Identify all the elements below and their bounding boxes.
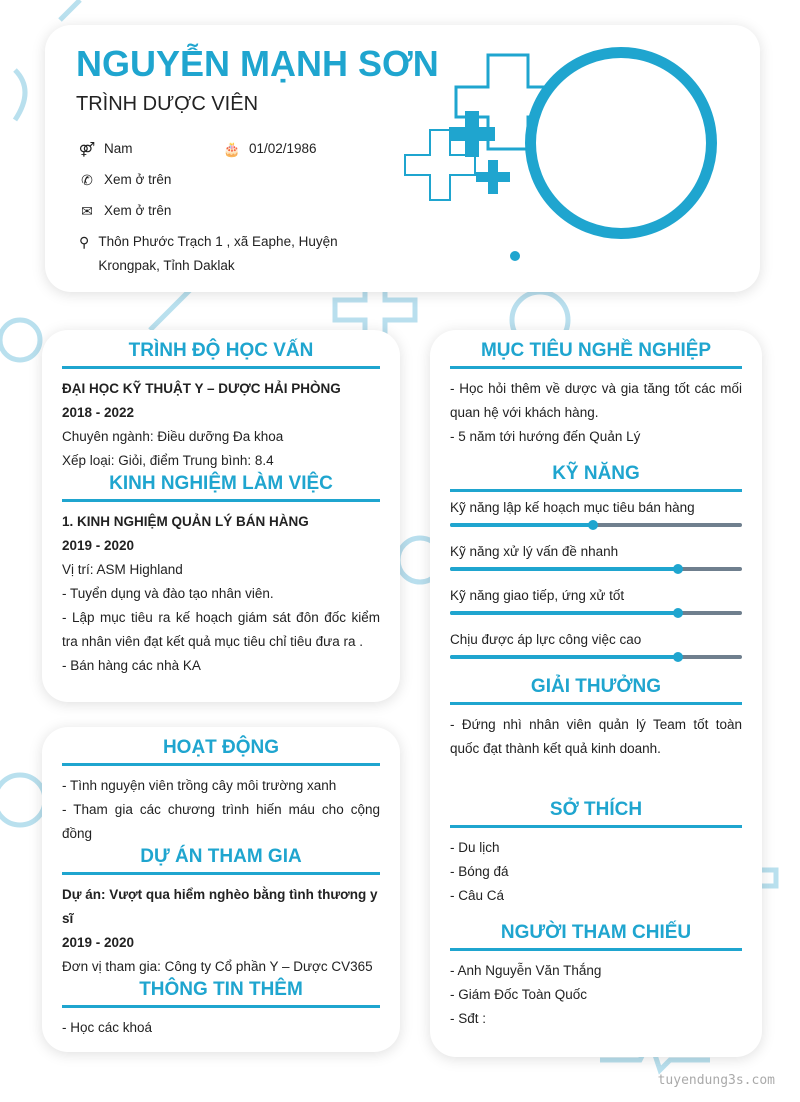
skills-list	[450, 500, 742, 659]
profile-photo[interactable]	[525, 47, 717, 239]
job-years: 2019 - 2020	[62, 538, 135, 553]
job-position: Vị trí: ASM Highland	[62, 562, 183, 577]
skill-level-bar	[450, 523, 742, 527]
skill-label: Kỹ năng giao tiếp, ứng xử tốt	[450, 588, 625, 603]
awards-title: GIẢI THƯỞNG	[450, 676, 742, 705]
reference-line: - Giám Đốc Toàn Quốc	[450, 987, 588, 1002]
birthday-row	[223, 137, 317, 161]
education-years: 2018 - 2022	[62, 405, 135, 420]
school-name: ĐẠI HỌC KỸ THUẬT Y – DƯỢC HẢI PHÒNG	[62, 381, 341, 396]
left-card-2	[42, 727, 400, 1052]
extra-title: THÔNG TIN THÊM	[62, 979, 380, 1008]
skill-level-bar	[450, 567, 742, 571]
phone-icon: ✆	[81, 172, 93, 188]
award-line: - Đứng nhì nhân viên quản lý Team tốt toàn quốc đạt thành kết quả kinh doanh.	[450, 717, 742, 756]
job-line: - Tuyển dụng và đào tạo nhân viên.	[62, 586, 274, 601]
job-name: 1. KINH NGHIỆM QUẢN LÝ BÁN HÀNG	[62, 514, 309, 529]
experience-title: KINH NGHIỆM LÀM VIỆC	[62, 473, 380, 502]
gender-icon: ⚤	[78, 141, 96, 157]
objective-line: - 5 năm tới hướng đến Quản Lý	[450, 429, 641, 444]
watermark: tuyendung3s.com	[657, 1073, 775, 1088]
education-grade: Xếp loại: Giỏi, điểm Trung bình: 8.4	[62, 453, 274, 468]
phone-row	[78, 168, 171, 192]
email-row	[78, 199, 171, 223]
skill-level-thumb	[588, 520, 598, 530]
email-value: Xem ở trên	[104, 203, 172, 218]
phone-value: Xem ở trên	[104, 172, 172, 187]
candidate-name: NGUYỄN MẠNH SƠN	[76, 43, 439, 84]
skill-level-fill	[450, 655, 678, 659]
hobby-line: - Du lịch	[450, 840, 500, 855]
birthday-cake-icon: 🎂	[223, 141, 241, 157]
reference-line: - Anh Nguyễn Văn Thắng	[450, 963, 602, 978]
job-title: TRÌNH DƯỢC VIÊN	[76, 93, 259, 115]
address-row	[78, 230, 358, 278]
hobby-line: - Câu Cá	[450, 888, 505, 903]
skill-level-bar	[450, 655, 742, 659]
references-title: NGƯỜI THAM CHIẾU	[450, 922, 742, 951]
skill-level-thumb	[673, 608, 683, 618]
skill-label: Kỹ năng xử lý vấn đề nhanh	[450, 544, 619, 559]
activity-line: - Tham gia các chương trình hiến máu cho cộng đồng	[62, 802, 380, 841]
skill-level-thumb	[673, 564, 683, 574]
projects-title: DỰ ÁN THAM GIA	[62, 846, 380, 875]
skill-level-fill	[450, 567, 678, 571]
education-title: TRÌNH ĐỘ HỌC VẤN	[62, 340, 380, 369]
header-card	[45, 25, 760, 292]
extra-line: - Học các khoá	[62, 1020, 153, 1035]
hobbies-title: SỞ THÍCH	[450, 799, 742, 828]
gender-value: Nam	[104, 141, 133, 156]
map-pin-icon: ⚲	[79, 234, 90, 250]
skill-label: Chịu được áp lực công việc cao	[450, 632, 642, 647]
skill-label: Kỹ năng lập kế hoạch mục tiêu bán hàng	[450, 500, 695, 515]
project-org: Đơn vị tham gia: Công ty Cổ phần Y – Dược CV365	[62, 959, 373, 974]
job-line: - Bán hàng các nhà KA	[62, 658, 201, 673]
reference-line: - Sđt :	[450, 1011, 487, 1026]
hobby-line: - Bóng đá	[450, 864, 509, 879]
right-card	[430, 330, 762, 1057]
birthday-value: 01/02/1986	[249, 141, 317, 156]
skills-title: KỸ NĂNG	[450, 463, 742, 492]
objective-title: MỤC TIÊU NGHỀ NGHIỆP	[450, 340, 742, 369]
skill-level-thumb	[673, 652, 683, 662]
address-value: Thôn Phước Trạch 1 , xã Eaphe, Huyện Krongpak, Tỉnh Daklak	[98, 234, 338, 273]
education-major: Chuyên ngành: Điều dưỡng Đa khoa	[62, 429, 284, 444]
activities-title: HOẠT ĐỘNG	[62, 737, 380, 766]
skill-level-fill	[450, 523, 593, 527]
job-line: - Lập mục tiêu ra kế hoạch giám sát đôn đốc kiểm tra nhân viên đạt kết quả mục tiêu chỉ tiêu đưa ra .	[62, 610, 380, 649]
left-card-1	[42, 330, 400, 702]
project-years: 2019 - 2020	[62, 935, 135, 950]
skill-level-bar	[450, 611, 742, 615]
gender-row	[78, 137, 133, 161]
activity-line: - Tình nguyện viên trồng cây môi trường xanh	[62, 778, 337, 793]
project-name: Dự án: Vượt qua hiểm nghèo bằng tình thương y sĩ	[62, 887, 378, 926]
skill-level-fill	[450, 611, 678, 615]
envelope-icon: ✉	[81, 203, 93, 219]
objective-line: - Học hỏi thêm về dược và gia tăng tốt các mối quan hệ với khách hàng.	[450, 381, 742, 420]
